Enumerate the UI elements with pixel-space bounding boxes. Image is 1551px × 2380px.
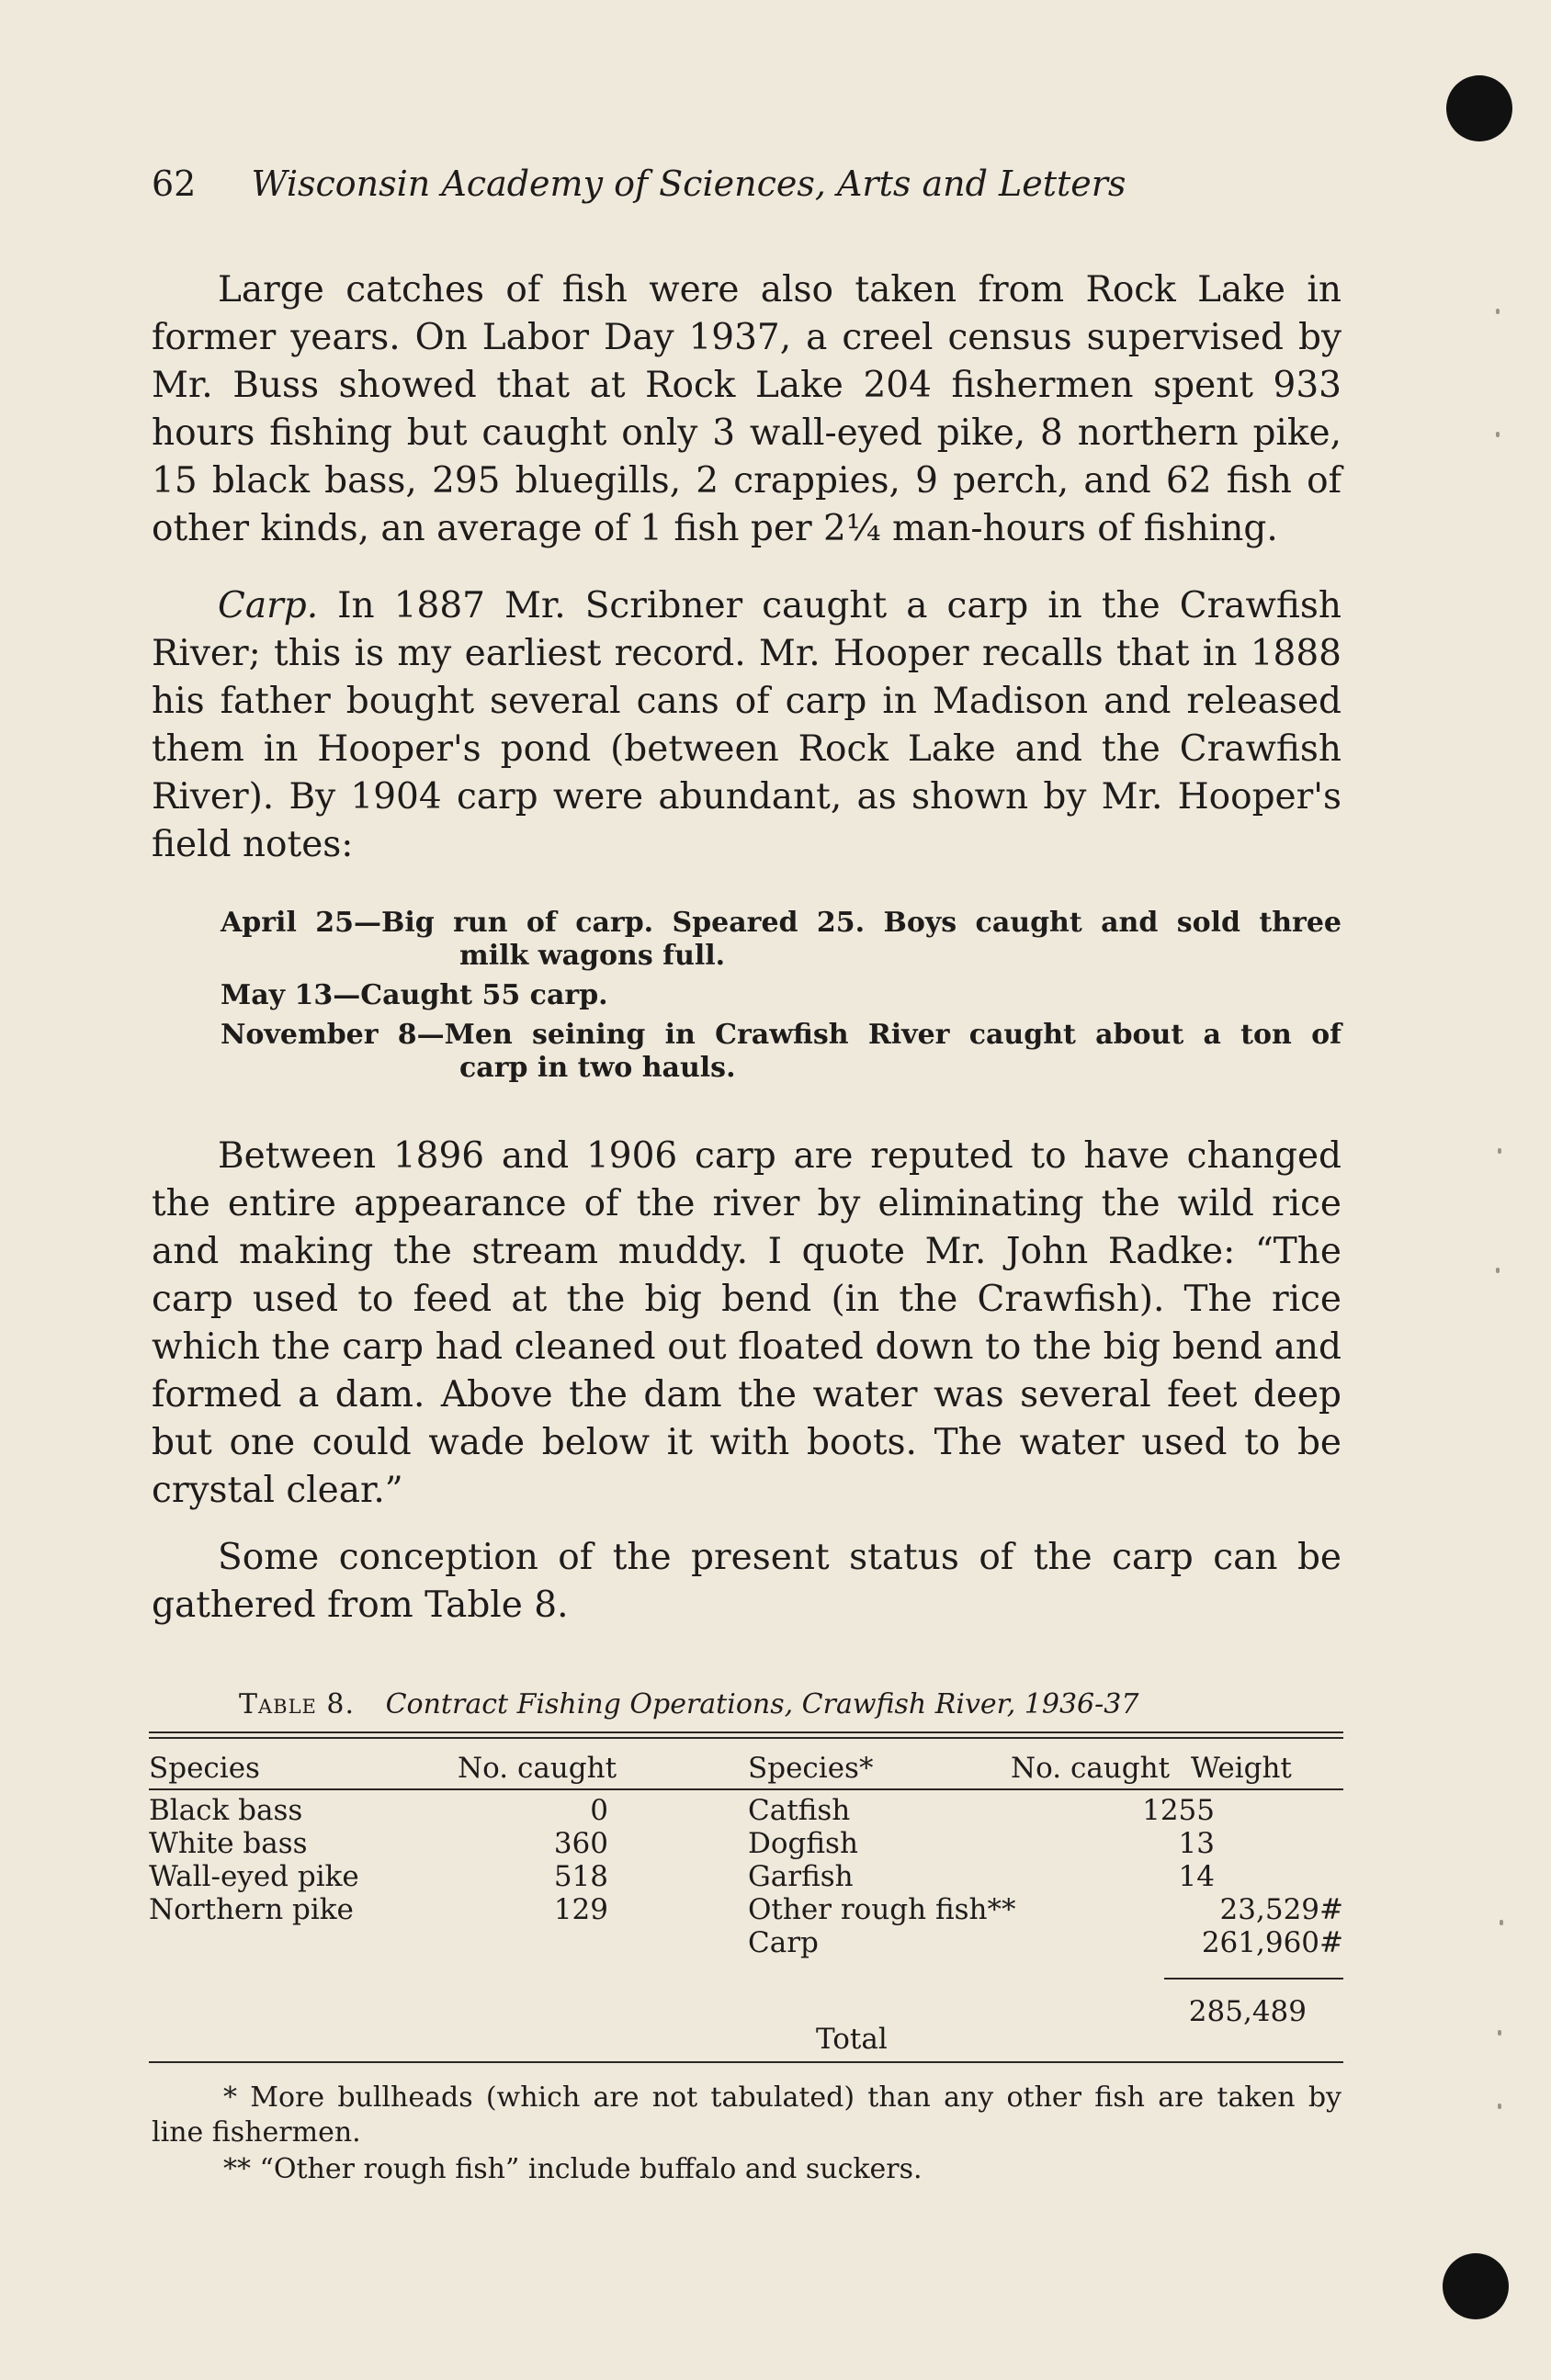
paragraph-table-intro — [152, 1534, 1342, 1630]
page-number: 62 — [152, 164, 197, 204]
table-cell: 1255 — [1142, 1794, 1215, 1827]
field-note-line: November 8—Men seining in Crawfish River caught about a ton of — [221, 1019, 1342, 1051]
field-note-line: carp in two hauls. — [459, 1052, 736, 1084]
column-header: Species* — [748, 1752, 874, 1785]
table-caption — [239, 1688, 1138, 1720]
table-cell: Dogfish — [748, 1827, 858, 1860]
table-cell: 23,529# — [1219, 1893, 1343, 1926]
table-cell: Garfish — [748, 1860, 854, 1893]
column-header: No. caught — [1011, 1752, 1171, 1785]
table-cell: Black bass — [149, 1794, 303, 1827]
field-note — [221, 979, 1342, 1012]
field-notes — [221, 907, 1342, 1091]
table-top-rule — [149, 1731, 1343, 1733]
column-header: Weight — [1191, 1752, 1292, 1785]
table-cell: Northern pike — [149, 1893, 354, 1926]
paragraph-text: Some conception of the present status of the carp can be gathered from Table 8. — [152, 1537, 1342, 1626]
column-header: No. caught — [458, 1752, 617, 1785]
table-cell: Catfish — [748, 1794, 851, 1827]
binder-hole — [1443, 2253, 1509, 2319]
paragraph-radke-quote — [152, 1133, 1342, 1515]
paragraph-carp — [152, 582, 1342, 869]
table-bottom-rule — [149, 2061, 1343, 2063]
paragraph-rock-lake — [152, 266, 1342, 553]
sum-rule — [1164, 1978, 1343, 1980]
table-cell: 518 — [553, 1860, 608, 1893]
paragraph-text: Between 1896 and 1906 carp are reputed to have changed the entire appearance of the river by eliminating the wild rice and making the stream muddy. I quote Mr. John Radke: “The carp used to feed at the big bend (in the Crawfish). The rice which the carp had cleaned out floated down to the big bend and formed a dam. Above the dam the water was several feet deep but one could wade below it with boots. The water used to be crystal clear.” — [152, 1135, 1342, 1511]
table-cell: 261,960# — [1201, 1926, 1343, 1959]
header-rule — [149, 1788, 1343, 1790]
field-note — [221, 907, 1342, 973]
table-cell: Carp — [748, 1926, 819, 1959]
table-cell: Wall-eyed pike — [149, 1860, 359, 1893]
paragraph-body: In 1887 Mr. Scribner caught a carp in the Crawfish River; this is my earliest record. Mr. Hooper recalls that in 1888 his father bought several cans of carp in Madison and released them in Hooper's pond (between Rock Lake and the Crawfish River). By 1904 carp were abundant, as shown by Mr. Hooper's field notes: — [152, 585, 1342, 865]
total-label: Total — [816, 2023, 888, 2056]
field-note-line: milk wagons full. — [459, 940, 726, 972]
table-cell: Other rough fish** — [748, 1893, 1016, 1926]
footnote: * More bullheads (which are not tabulated) than any other fish are taken by line fishermen. — [152, 2081, 1342, 2149]
table-cell: 14 — [1178, 1860, 1215, 1893]
table-cell: 0 — [590, 1794, 608, 1827]
paragraph-text — [152, 582, 1342, 869]
footnote: ** “Other rough fish” include buffalo and suckers. — [223, 2153, 923, 2185]
running-header — [152, 164, 1126, 204]
paragraph-text: Large catches of fish were also taken from Rock Lake in former years. On Labor Day 1937, a creel census supervised by Mr. Buss showed that at Rock Lake 204 fishermen spent 933 hours fishing but caught only 3 wall-eyed pike, 8 northern pike, 15 black bass, 295 bluegills, 2 crappies, 9 perch, and 62 fish of other kinds, an average of 1 fish per 2¼ man-hours of fishing. — [152, 269, 1342, 549]
binder-hole — [1446, 75, 1512, 141]
total-weight: 285,489 — [1188, 1995, 1307, 2028]
field-note-line: May 13—Caught 55 carp. — [221, 979, 608, 1011]
table-cell: 13 — [1178, 1827, 1215, 1860]
field-note — [221, 1019, 1342, 1085]
table-title: Contract Fishing Operations, Crawfish River, 1936-37 — [385, 1688, 1139, 1720]
table-footnotes — [152, 2081, 1342, 2187]
table-cell: 360 — [553, 1827, 608, 1860]
table-cell: 129 — [553, 1893, 608, 1926]
table-top-rule — [149, 1737, 1343, 1739]
column-header: Species — [149, 1752, 260, 1785]
journal-title: Wisconsin Academy of Sciences, Arts and Letters — [251, 164, 1126, 204]
table-cell: White bass — [149, 1827, 308, 1860]
field-note-line: April 25—Big run of carp. Speared 25. Boys caught and sold three — [221, 907, 1342, 939]
table-label: Table 8. — [239, 1688, 356, 1720]
section-lead: Carp. — [218, 585, 319, 626]
